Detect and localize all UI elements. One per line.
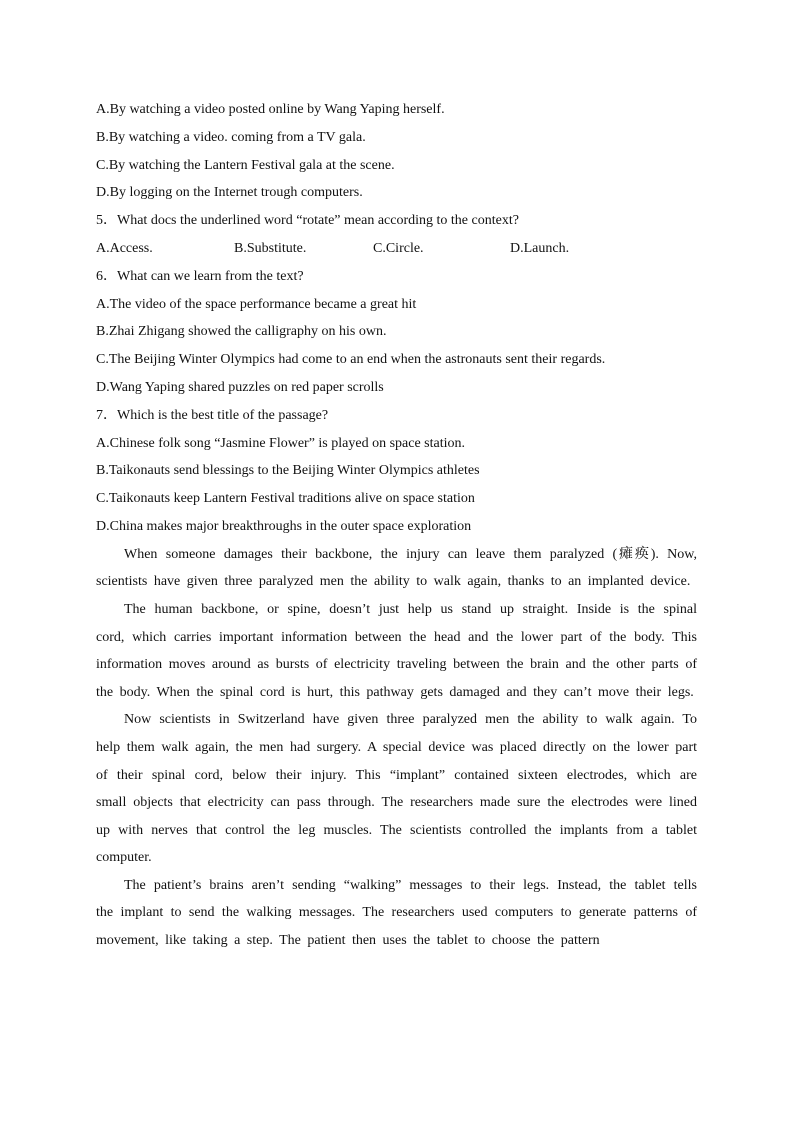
option-c: C.By watching the Lantern Festival gala at the scene. bbox=[96, 157, 395, 173]
option-c: C.The Beijing Winter Olympics had come to an end when the astronauts sent their regards. bbox=[96, 352, 606, 368]
option-d: D.Launch. bbox=[510, 240, 570, 256]
question-7 bbox=[96, 402, 697, 541]
passage-paragraph: The patient’s brains aren’t sending “walking” messages to their legs. Instead, the tablet tells the implant to send the walking messages. The researchers used computers to generate patterns of movement, like taking a step. The patient then uses the tablet to choose the pattern bbox=[96, 877, 697, 949]
option-a: A.By watching a video posted online by Wang Yaping herself. bbox=[96, 102, 445, 117]
reading-passage bbox=[96, 541, 697, 955]
option-d: D.Wang Yaping shared puzzles on red paper scrolls bbox=[96, 379, 384, 395]
question-stem: 7．Which is the best title of the passage? bbox=[96, 407, 329, 423]
option-b: B.By watching a video. coming from a TV gala. bbox=[96, 129, 366, 145]
option-c: C.Circle. bbox=[373, 240, 424, 256]
option-d: D.China makes major breakthroughs in the outer space exploration bbox=[96, 518, 472, 534]
option-a: A.Access. bbox=[96, 240, 153, 256]
option-a: A.Chinese folk song “Jasmine Flower” is played on space station. bbox=[96, 435, 465, 451]
exam-page bbox=[96, 96, 697, 955]
option-a: A.The video of the space performance became a great hit bbox=[96, 296, 417, 312]
question-5 bbox=[96, 207, 697, 263]
question-stem: 5．What docs the underlined word “rotate” mean according to the context? bbox=[96, 213, 519, 229]
question-options-row bbox=[96, 235, 697, 263]
option-b: B.Substitute. bbox=[234, 240, 307, 256]
question-stem: 6．What can we learn from the text? bbox=[96, 268, 304, 284]
passage-paragraph: Now scientists in Switzerland have given three paralyzed men the ability to walk again. To help them walk again, the men had surgery. A special device was placed directly on the lower part of their spinal cord, below their injury. This “implant” contained sixteen electrodes, which are small objects that electricity can pass through. The researchers made sure the electrodes were lined up with nerves that control the leg muscles. The scientists controlled the implants from a tablet computer. bbox=[96, 712, 697, 866]
passage-paragraph: When someone damages their backbone, the injury can leave them paralyzed (瘫痪). Now, scientists have given three paralyzed men the ability to walk again, thanks to an implanted device. bbox=[96, 546, 697, 590]
passage-paragraph: The human backbone, or spine, doesn’t just help us stand up straight. Inside is the spinal cord, which carries important information between the head and the lower part of the body. This information moves around as bursts of electricity traveling between the brain and the other parts of the body. When the spinal cord is hurt, this pathway gets damaged and they can’t move their legs. bbox=[96, 601, 697, 700]
option-b: B.Zhai Zhigang showed the calligraphy on his own. bbox=[96, 324, 387, 340]
question-4-options bbox=[96, 96, 697, 207]
option-d: D.By logging on the Internet trough computers. bbox=[96, 185, 363, 201]
question-6 bbox=[96, 263, 697, 402]
option-b: B.Taikonauts send blessings to the Beijing Winter Olympics athletes bbox=[96, 463, 480, 479]
option-c: C.Taikonauts keep Lantern Festival traditions alive on space station bbox=[96, 491, 475, 507]
